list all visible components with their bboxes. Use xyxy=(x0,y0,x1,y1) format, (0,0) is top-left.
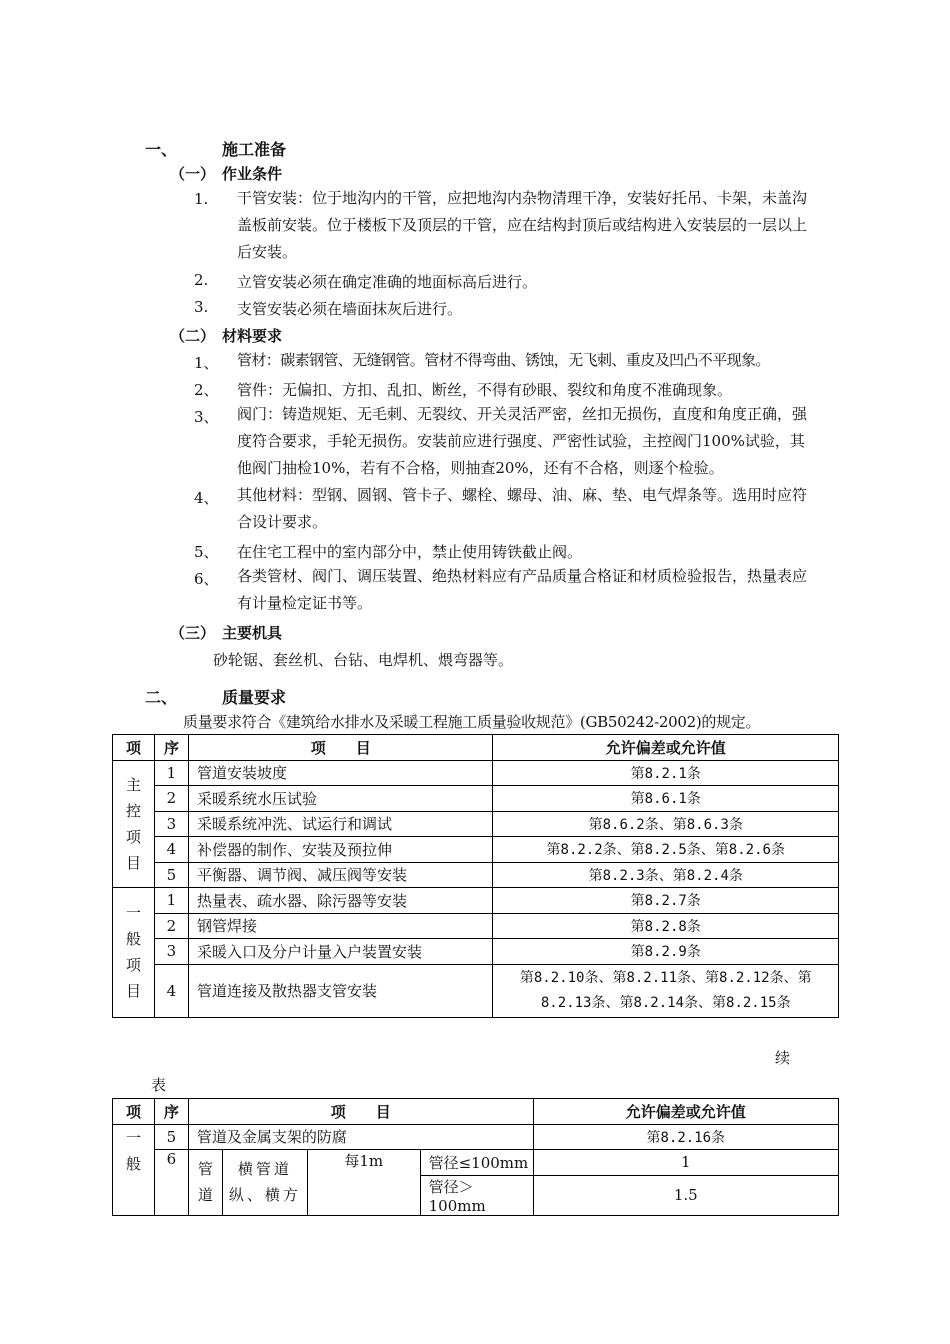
header-item: 项 目 xyxy=(188,735,493,761)
table-header-row xyxy=(113,1099,839,1125)
row-item: 管道及金属支架的防腐 xyxy=(188,1124,533,1150)
list-item-number: 2. xyxy=(194,271,209,289)
list-item-text: 干管安装：位于地沟内的干管，应把地沟内杂物清理干净，安装好托吊、卡架，未盖沟盖板前安装。位于楼板下及顶层的干管，应在结构封顶后或结构进入安装层的一层以上后安装。 xyxy=(237,189,808,261)
list-item-number: 5、 xyxy=(194,543,219,561)
row-cond: 管径＞100mm xyxy=(420,1175,533,1215)
row-value: 第8.2.16条 xyxy=(533,1124,838,1150)
row-seq: 3 xyxy=(154,811,188,837)
header-category: 项 xyxy=(113,1099,155,1125)
row-item: 采暖系统水压试验 xyxy=(188,786,493,812)
row-item: 钢管焊接 xyxy=(188,913,493,939)
row-item: 采暖系统冲洗、试运行和调试 xyxy=(188,811,493,837)
table-row xyxy=(113,888,839,914)
row-seq: 2 xyxy=(154,913,188,939)
list-item-number: 1、 xyxy=(194,354,219,372)
row-value: 1 xyxy=(533,1150,838,1176)
list-item-text: 管材：碳素钢管、无缝钢管。管材不得弯曲、锈蚀，无飞刺、重皮及凹凸不平现象。 xyxy=(237,351,770,369)
row-cond: 管径≤100mm xyxy=(420,1150,533,1176)
list-item-text: 阀门：铸造规矩、无毛刺、无裂纹、开关灵活严密，丝扣无损伤，直度和角度正确，强度符合要求，手轮无损伤。安装前应进行强度、严密性试验，主控阀门100%试验，其他阀门抽检10%，若有不合格，则抽查20%，还有不合格，则逐个检验。 xyxy=(237,405,808,477)
row-value: 第8.2.1条 xyxy=(493,760,839,786)
sub3-number: （三） xyxy=(170,624,216,642)
section1-number: 一、 xyxy=(145,140,178,159)
table-row xyxy=(113,837,839,863)
group-label-general: 一般 xyxy=(113,1124,155,1215)
group-label-main: 主控项目 xyxy=(113,760,155,888)
row-seq: 1 xyxy=(154,888,188,914)
sub3-title: 主要机具 xyxy=(222,624,283,642)
list-item-text: 管件：无偏扣、方扣、乱扣、断丝，不得有砂眼、裂纹和角度不准确现象。 xyxy=(237,381,733,399)
list-item-number: 1. xyxy=(194,190,209,208)
row-item-a: 管道 xyxy=(188,1150,222,1216)
row-item: 热量表、疏水器、除污器等安装 xyxy=(188,888,493,914)
sub2-number: （二） xyxy=(170,327,216,345)
table-row xyxy=(113,862,839,888)
row-item: 补偿器的制作、安装及预拉伸 xyxy=(188,837,493,863)
list-item-text: 在住宅工程中的室内部分中，禁止使用铸铁截止阀。 xyxy=(237,543,583,561)
header-seq: 序 xyxy=(154,1099,188,1125)
row-item-b: 横管道纵、横方 xyxy=(222,1150,307,1216)
header-category: 项 xyxy=(113,735,155,761)
section2-number: 二、 xyxy=(145,688,178,707)
table-row xyxy=(113,913,839,939)
section1-title: 施工准备 xyxy=(222,140,287,159)
row-seq: 1 xyxy=(154,760,188,786)
row-item-c: 每1m xyxy=(307,1150,420,1216)
sub1-title: 作业条件 xyxy=(222,165,283,183)
table-row xyxy=(113,760,839,786)
row-seq: 6 xyxy=(154,1150,188,1216)
list-item-text: 各类管材、阀门、调压装置、绝热材料应有产品质量合格证和材质检验报告，热量表应有计量检定证书等。 xyxy=(237,567,808,612)
row-item: 采暖入口及分户计量入户装置安装 xyxy=(188,939,493,965)
table-row xyxy=(113,811,839,837)
row-value: 第8.2.2条、第8.2.5条、第8.2.6条 xyxy=(493,837,839,863)
row-seq: 5 xyxy=(154,862,188,888)
list-item-number: 3、 xyxy=(194,408,219,426)
table-row xyxy=(113,939,839,965)
row-value: 第8.2.7条 xyxy=(493,888,839,914)
quality-table-continued xyxy=(112,1098,839,1216)
row-item: 平衡器、调节阀、减压阀等安装 xyxy=(188,862,493,888)
row-item: 管道连接及散热器支管安装 xyxy=(188,964,493,1017)
quality-intro: 质量要求符合《建筑给水排水及采暖工程施工质量验收规范》(GB50242-2002)的规定。 xyxy=(183,713,761,731)
row-seq: 2 xyxy=(154,786,188,812)
header-value: 允许偏差或允许值 xyxy=(493,735,839,761)
list-item-number: 2、 xyxy=(194,381,219,399)
sub1-number: （一） xyxy=(170,165,216,183)
row-value: 1.5 xyxy=(533,1175,838,1215)
row-value: 第8.2.8条 xyxy=(493,913,839,939)
row-seq: 3 xyxy=(154,939,188,965)
table-row xyxy=(113,964,839,1017)
row-seq: 5 xyxy=(154,1124,188,1150)
list-item-text: 立管安装必须在确定准确的地面标高后进行。 xyxy=(237,273,538,291)
section2-title: 质量要求 xyxy=(222,688,287,707)
table-row xyxy=(113,786,839,812)
tools-text: 砂轮锯、套丝机、台钻、电焊机、煨弯器等。 xyxy=(213,651,514,669)
row-value: 第8.6.2条、第8.6.3条 xyxy=(493,811,839,837)
group-label-general: 一般项目 xyxy=(113,888,155,1018)
list-item-number: 6、 xyxy=(194,570,219,588)
header-value: 允许偏差或允许值 xyxy=(533,1099,838,1125)
sub2-title: 材料要求 xyxy=(222,327,283,345)
row-value: 第8.6.1条 xyxy=(493,786,839,812)
table-row xyxy=(113,1150,839,1176)
list-item-text: 其他材料：型钢、圆钢、管卡子、螺栓、螺母、油、麻、垫、电气焊条等。选用时应符合设计要求。 xyxy=(237,486,808,531)
row-seq: 4 xyxy=(154,837,188,863)
list-item-number: 4、 xyxy=(194,489,219,507)
row-value: 第8.2.10条、第8.2.11条、第8.2.12条、第8.2.13条、第8.2.14条、第8.2.15条 xyxy=(493,964,839,1017)
header-item: 项 目 xyxy=(188,1099,533,1125)
table-header-row xyxy=(113,735,839,761)
continued-label-part2: 表 xyxy=(151,1076,167,1094)
row-value: 第8.2.9条 xyxy=(493,939,839,965)
row-value: 第8.2.3条、第8.2.4条 xyxy=(493,862,839,888)
row-item: 管道安装坡度 xyxy=(188,760,493,786)
row-seq: 4 xyxy=(154,964,188,1017)
continued-label-part1: 续 xyxy=(775,1049,791,1067)
table-row xyxy=(113,1124,839,1150)
list-item-number: 3. xyxy=(194,298,209,316)
quality-table xyxy=(112,734,839,1018)
list-item-text: 支管安装必须在墙面抹灰后进行。 xyxy=(237,300,463,318)
header-seq: 序 xyxy=(154,735,188,761)
